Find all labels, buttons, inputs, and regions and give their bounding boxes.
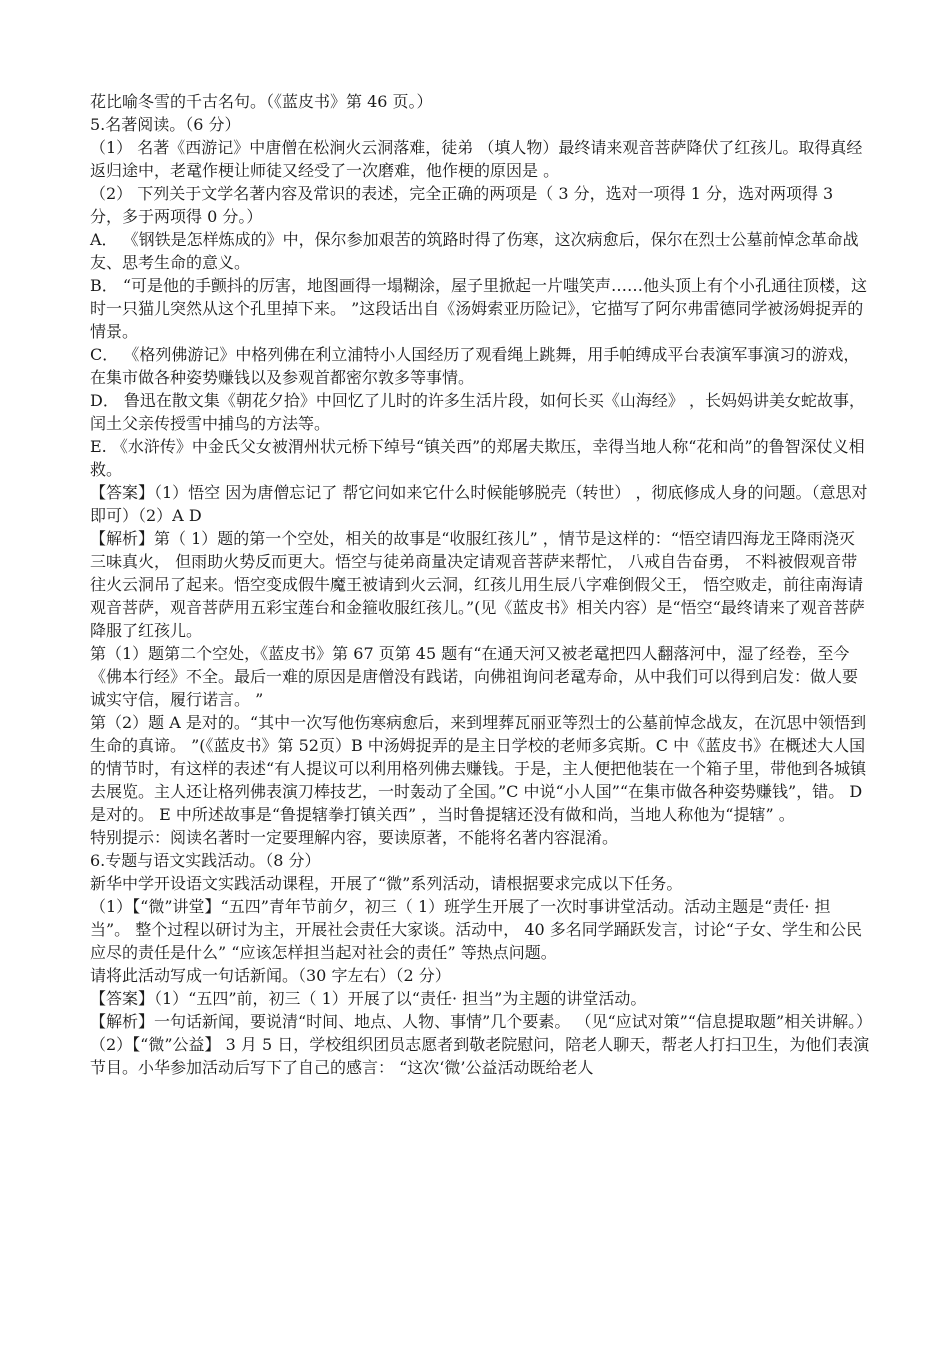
question-5-2: （2） 下列关于文学名著内容及常识的表述，完全正确的两项是（ 3 分，选对一项得 1 分，选对两项得 3 分，多于两项得 0 分。） bbox=[90, 184, 834, 226]
analysis-5-2: 第（2）题 A 是对的。“其中一次写他伤寒病愈后，来到埋葬瓦丽亚等烈士的公墓前悼念战友，在沉思中领悟到生命的真谛。 ”(《蓝皮书》第 52页）B 中汤姆捉弄的是主日学校的老师多宾斯。C 中《蓝皮书》在概述大人国的情节时，有这样的表述“有人提议可以利用格列佛去赚钱。于是，主人便把他装在一个箱子里，带他到各城镇去展览。主人还让格列佛表演刀棒技艺，一时轰动了全国。”C 中说“小人国”“在集市做各种姿势赚钱”，错。 D 是对的。 E 中所述故事是“鲁提辖拳打镇关西” ，当时鲁提辖还没有做和尚，当地人称他为“提辖” 。 bbox=[90, 713, 867, 824]
analysis-5-1: 【解析】第（ 1）题的第一个空处，相关的故事是“收服红孩儿” ，情节是这样的：“悟空请四海龙王降雨浇灭三味真火， 但雨助火势反而更大。悟空与徒弟商量决定请观音菩萨来帮忙， 八戒自告奋勇， 不料被假观音带往火云洞吊了起来。悟空变成假牛魔王被请到火云洞，红孩儿用生辰八字难倒假父王， 悟空败走，前往南海请观音菩萨，观音菩萨用五彩宝莲台和金箍收服红孩儿。”(见《蓝皮书》相关内容）是“悟空“最终请来了观音菩萨降服了红孩儿。 bbox=[90, 529, 865, 640]
answer-5: 【答案】（1）悟空 因为唐僧忘记了 帮它问如来它什么时候能够脱壳（转世） ，彻底修成人身的问题。（意思对即可）（2）A D bbox=[90, 483, 868, 525]
section-heading-6: 6.专题与语文实践活动。（8 分） bbox=[90, 851, 321, 870]
question-6-2: （2）【“微”公益】 3 月 5 日，学校组织团员志愿者到敬老院慰问，陪老人聊天，帮老人打扫卫生，为他们表演节目。小华参加活动后写下了自己的感言： “这次‘微’公益活动既给老人 bbox=[90, 1035, 870, 1077]
activity-intro: 新华中学开设语文实践活动课程，开展了“微”系列活动，请根据要求完成以下任务。 bbox=[90, 874, 683, 893]
special-tip: 特别提示：阅读名著时一定要理解内容，要读原著，不能将名著内容混淆。 bbox=[90, 828, 619, 847]
question-5-1: （1） 名著《西游记》中唐僧在松涧火云洞落难，徒弟 （填人物）最终请来观音菩萨降伏了红孩儿。取得真经返归途中，老鼋作梗让师徒又经受了一次磨难，他作梗的原因是 。 bbox=[90, 138, 863, 180]
option-a: A． 《钢铁是怎样炼成的》中，保尔参加艰苦的筑路时得了伤寒，这次病愈后，保尔在烈士公墓前悼念革命战友、思考生命的意义。 bbox=[90, 230, 859, 272]
option-d: D． 鲁迅在散文集《朝花夕拾》中回忆了儿时的许多生活片段，如何长买《山海经》 ，长妈妈讲美女蛇故事，闰土父亲传授雪中捕鸟的方法等。 bbox=[90, 391, 866, 433]
option-e: E. 《水浒传》中金氏父女被渭州状元桥下绰号“镇关西”的郑屠夫欺压，幸得当地人称“花和尚”的鲁智深仗义相救。 bbox=[90, 437, 865, 479]
question-6-1-prompt: 请将此活动写成一句话新闻。（30 字左右）（2 分） bbox=[90, 966, 451, 985]
question-6-1: （1）【“微”讲堂】“五四”青年节前夕，初三（ 1）班学生开展了一次时事讲堂活动。活动主题是“责任· 担当”。 整个过程以研讨为主，开展社会责任大家谈。活动中， 40 多名同学踊跃发言，讨论“子女、学生和公民应尽的责任是什么” “应该怎样担当起对社会的责任” 等热点问题。 bbox=[90, 897, 862, 962]
option-b: B． “可是他的手颤抖的厉害，地图画得一塌糊涂，屋子里掀起一片嗤笑声……他头顶上有个小孔通往顶楼，这时一只猫儿突然从这个孔里掉下来。 ”这段话出自《汤姆索亚历险记》，它描写了阿尔弗雷德同学被汤姆捉弄的情景。 bbox=[90, 276, 868, 341]
analysis-6-1: 【解析】一句话新闻，要说清“时间、地点、人物、事情”几个要素。 （见“应试对策”“信息提取题”相关讲解。） bbox=[90, 1012, 873, 1031]
text-line-1: 花比喻冬雪的千古名句。（《蓝皮书》第 46 页。） bbox=[90, 92, 433, 111]
answer-6-1: 【答案】（1）“五四”前，初三（ 1）开展了以“责任· 担当”为主题的讲堂活动。 bbox=[90, 989, 647, 1008]
analysis-5-1-second-blank: 第（1）题第二个空处，《蓝皮书》第 67 页第 45 题有“在通天河又被老鼋把四人翻落河中，湿了经卷，至今《佛本行经》不全。最后一难的原因是唐僧没有践诺，向佛祖询问老鼋寿命，从中我们可以得到启发：做人要诚实守信，履行诺言。 ” bbox=[90, 644, 859, 709]
option-c: C． 《格列佛游记》中格列佛在利立浦特小人国经历了观看绳上跳舞，用手帕缚成平台表演军事演习的游戏，在集市做各种姿势赚钱以及参观首都密尔敦多等事情。 bbox=[90, 345, 860, 387]
document-page bbox=[90, 90, 873, 1079]
section-heading-5: 5.名著阅读。（6 分） bbox=[90, 115, 241, 134]
